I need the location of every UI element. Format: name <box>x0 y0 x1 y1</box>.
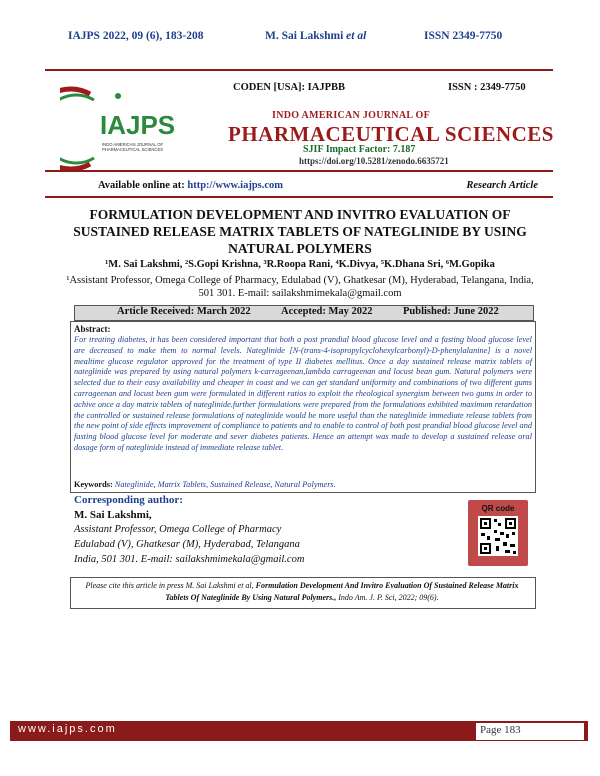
svg-text:INDO AMERICAN JOURNAL OF: INDO AMERICAN JOURNAL OF <box>102 142 164 147</box>
keywords-label: Keywords: <box>74 480 113 489</box>
corresponding-heading: Corresponding author: <box>74 494 183 506</box>
corresponding-line1: Assistant Professor, Omega College of Pharmacy <box>74 524 282 535</box>
affiliation: ¹Assistant Professor, Omega College of Pharmacy, Edulabad (V), Ghatkesar (M), Hyderabad, Telangana, India, 501 301. E-mail: sailakshmimekala@gmail.com <box>66 275 534 299</box>
corresponding-line3: India, 501 301. E-mail: sailakshmimekala@gmail.com <box>74 554 305 565</box>
logo-graphic <box>60 84 190 174</box>
journal-name-line2: PHARMACEUTICAL SCIENCES <box>228 122 554 146</box>
page-number: Page 183 <box>480 724 521 736</box>
abstract-heading: Abstract: <box>74 324 111 334</box>
availability <box>98 180 283 191</box>
header-author-suffix: et al <box>346 30 367 42</box>
availability-label: Available online at: <box>98 180 188 191</box>
citation <box>74 580 530 603</box>
date-received: Article Received: March 2022 <box>117 306 251 317</box>
corresponding-line2: Edulabad (V), Ghatkesar (M), Hyderabad, Telangana <box>74 539 300 550</box>
citation-suffix: Indo Am. J. P. Sci, 2022; 09(6). <box>336 592 439 602</box>
logo-text: IAJPS <box>100 110 176 140</box>
qr-code-icon[interactable] <box>478 516 518 556</box>
date-accepted: Accepted: May 2022 <box>281 306 373 317</box>
availability-divider <box>45 196 553 198</box>
masthead-issn: ISSN : 2349-7750 <box>448 82 526 93</box>
keywords <box>74 480 336 489</box>
doi-link[interactable]: https://doi.org/10.5281/zenodo.6635721 <box>299 156 449 166</box>
citation-prefix: Please cite this article in press M. Sai Lakshmi et al, <box>85 581 256 590</box>
coden: CODEN [USA]: IAJPBB <box>233 82 346 93</box>
header-journal-ref: IAJPS 2022, 09 (6), 183-208 <box>68 30 204 42</box>
journal-logo <box>60 84 190 174</box>
author-list: ¹M. Sai Lakshmi, ²S.Gopi Krishna, ³R.Roopa Rani, ⁴K.Divya, ⁵K.Dhana Sri, ⁶M.Gopika <box>105 259 495 270</box>
footer-url[interactable]: www.iajps.com <box>18 723 117 735</box>
impact-factor: SJIF Impact Factor: 7.187 <box>303 144 416 155</box>
article-title: FORMULATION DEVELOPMENT AND INVITRO EVALUATION OF SUSTAINED RELEASE MATRIX TABLETS OF NATEGLINIDE BY USING NATURAL POLYMERS <box>73 207 527 256</box>
masthead-divider <box>45 170 553 172</box>
date-published: Published: June 2022 <box>403 306 499 317</box>
dates-bar <box>74 305 534 321</box>
header-issn: ISSN 2349-7750 <box>424 30 503 42</box>
header-author-name: M. Sai Lakshmi <box>265 30 344 42</box>
svg-text:PHARMACEUTICAL SCIENCES: PHARMACEUTICAL SCIENCES <box>102 147 164 152</box>
citation-title: Formulation Development And Invitro Evaluation Of Sustained Release Matrix Tablets Of Nateglinide By Using Natural Polymers., <box>165 581 519 602</box>
journal-name-line1: INDO AMERICAN JOURNAL OF <box>272 110 431 121</box>
qr-label: QR code <box>481 504 515 513</box>
header-author <box>265 30 366 42</box>
top-divider <box>45 69 553 71</box>
journal-url-link[interactable]: http://www.iajps.com <box>187 180 284 191</box>
abstract-text: For treating diabetes, it has been considered important that both a post prandial blood glucose level and a fasting blood glucose level are decreased to make them to normal levels. Nateglinide [N-(trans-4-isopropylcyclohexylcarbonyl)-D-phenylalanine] is a novel mealtime glucose regulator approved for the treatment of type II diabetes mellitus. Once a day sustained release matrix tablets of nateglinide was prepared by using natural polymers k-carrageenan,lambda carrageenan and locust bean gum. Natural polymers were selected due to their easy availability and cheaper in coast and we can get standard uniformity and combinations of two different gums carrageenan and locust been gum were formulated in different ratios to exploit the rheological synergism between two gums in order to achive once a day matrix tablets of nateglinide.further formulations were prepared from the formulations exhibited maximum retardation the controlled or sustained release formulations of nateglinide would be more useful than the nateglinide immediate release tablets from the new point of side effects improvement of compliance to patients and to enable to control of both post prandial blood glucose level and fasting blood glucose level for moderate and sever diabetes patients. Hence an attempt was made to develop a sustained release oral dosage form of nateglinide instead of immediate release tablet. <box>74 335 532 452</box>
article-type: Research Article <box>466 180 538 191</box>
keywords-list: Nateglinide, Matrix Tablets, Sustained Release, Natural Polymers. <box>114 480 336 489</box>
corresponding-name: M. Sai Lakshmi, <box>74 509 152 521</box>
